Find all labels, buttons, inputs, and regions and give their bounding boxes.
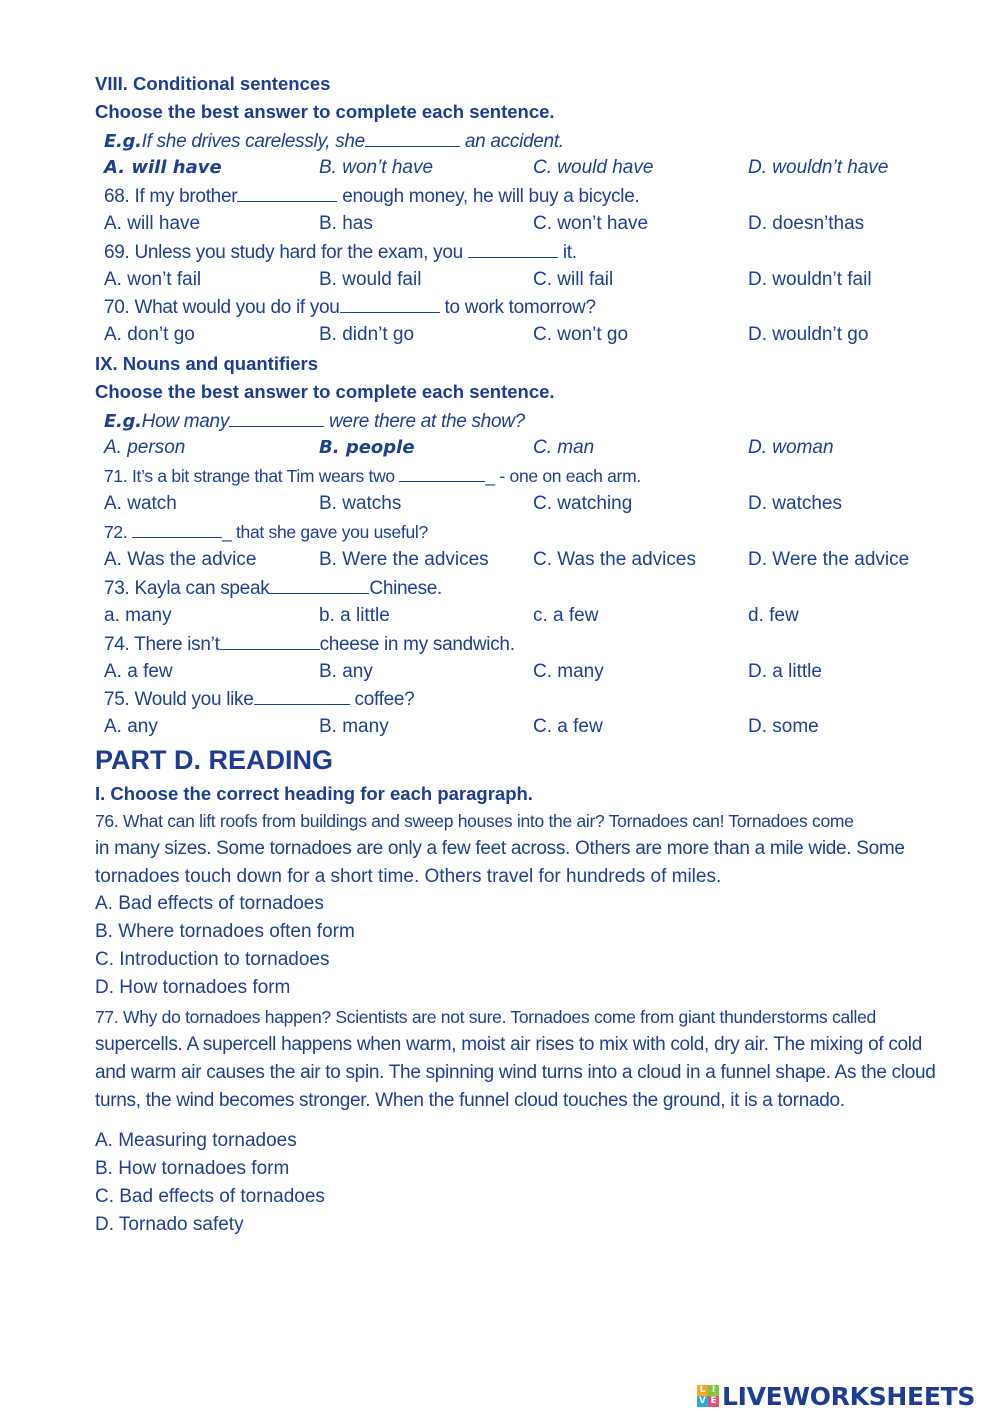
q68-option-a[interactable]: A. will have <box>104 213 201 234</box>
q70-option-a[interactable]: A. don’t go <box>104 324 195 345</box>
q74-option-b[interactable]: B. any <box>319 661 373 682</box>
q71-option-a[interactable]: A. watch <box>104 493 177 514</box>
q72-option-c[interactable]: C. Was the advices <box>533 549 696 570</box>
question-73: 73. Kayla can speak Chinese. <box>104 578 443 599</box>
paragraph-76-line: in many sizes. Some tornadoes are only a few feet across. Others are more than a mile wide. Some <box>95 838 905 859</box>
q77-option-d[interactable]: D. Tornado safety <box>95 1214 244 1235</box>
q72-option-d[interactable]: D. Were the advice <box>748 549 910 570</box>
q73-option-a[interactable]: a. many <box>104 605 172 626</box>
example-9-option-a[interactable]: A. person <box>104 437 186 458</box>
paragraph-76 <box>95 807 955 891</box>
example-9-option-d[interactable]: D. woman <box>748 437 834 458</box>
answer-blank[interactable] <box>237 185 337 202</box>
answer-blank[interactable] <box>468 241 558 258</box>
q69-option-a[interactable]: A. won’t fail <box>104 269 202 290</box>
example-label: E.g. <box>104 411 142 432</box>
q77-option-a[interactable]: A. Measuring tornadoes <box>95 1130 297 1151</box>
q70-option-c[interactable]: C. won’t go <box>533 324 629 345</box>
q76-option-c[interactable]: C. Introduction to tornadoes <box>95 949 330 970</box>
q77-option-c[interactable]: C. Bad effects of tornadoes <box>95 1186 325 1207</box>
q72-option-b[interactable]: B. Were the advices <box>319 549 489 570</box>
q76-option-d[interactable]: D. How tornadoes form <box>95 977 291 998</box>
section-9-title: IX. Nouns and quantifiers <box>95 353 319 374</box>
question-72: 72. _ that she gave you useful? <box>104 522 428 542</box>
answer-blank[interactable] <box>132 521 222 538</box>
example-9-option-b[interactable]: B. people <box>319 437 415 458</box>
q76-option-a[interactable]: A. Bad effects of tornadoes <box>95 893 324 914</box>
q68-option-b[interactable]: B. has <box>319 213 373 234</box>
q72-option-a[interactable]: A. Was the advice <box>104 549 257 570</box>
q73-option-b[interactable]: b. a little <box>319 605 390 626</box>
liveworksheets-logo <box>697 1381 975 1411</box>
question-71: 71. It’s a bit strange that Tim wears two _ - one on each arm. <box>104 466 641 486</box>
q73-option-d[interactable]: d. few <box>748 605 799 626</box>
q71-option-c[interactable]: C. watching <box>533 493 633 514</box>
question-68: 68. If my brother enough money, he will buy a bicycle. <box>104 186 640 207</box>
logo-letter: L <box>697 1385 708 1396</box>
part-d-instruction: I. Choose the correct heading for each paragraph. <box>95 783 533 804</box>
example-8-sentence: E.g.If she drives carelessly, she an accident. <box>104 131 564 152</box>
part-d-title: PART D. READING <box>95 745 334 775</box>
q75-option-b[interactable]: B. many <box>319 716 389 737</box>
q69-option-b[interactable]: B. would fail <box>319 269 422 290</box>
question-75: 75. Would you like coffee? <box>104 689 415 710</box>
example-8-option-d[interactable]: D. wouldn’t have <box>748 157 889 178</box>
q75-option-a[interactable]: A. any <box>104 716 158 737</box>
q74-option-a[interactable]: A. a few <box>104 661 173 682</box>
q70-option-d[interactable]: D. wouldn’t go <box>748 324 869 345</box>
question-74: 74. There isn’t cheese in my sandwich. <box>104 634 515 655</box>
paragraph-77-line: supercells. A supercell happens when warm, moist air rises to mix with cold, dry air. The mixing of cold <box>95 1034 922 1055</box>
answer-blank[interactable] <box>269 577 369 594</box>
q74-option-d[interactable]: D. a little <box>748 661 822 682</box>
q74-option-c[interactable]: C. many <box>533 661 604 682</box>
q75-option-c[interactable]: C. a few <box>533 716 603 737</box>
q76-option-b[interactable]: B. Where tornadoes often form <box>95 921 355 942</box>
question-70: 70. What would you do if you to work tomorrow? <box>104 297 596 318</box>
example-label: E.g. <box>104 131 142 152</box>
paragraph-77 <box>95 1003 955 1115</box>
paragraph-76-line: tornadoes touch down for a short time. Others travel for hundreds of miles. <box>95 866 722 887</box>
liveworksheets-logo-text: LIVEWORKSHEETS <box>722 1381 976 1411</box>
q77-option-b[interactable]: B. How tornadoes form <box>95 1158 290 1179</box>
section-8-title: VIII. Conditional sentences <box>95 73 331 94</box>
q68-option-d[interactable]: D. doesn’thas <box>748 213 865 234</box>
example-8-option-b[interactable]: B. won’t have <box>319 157 434 178</box>
answer-blank[interactable] <box>229 410 324 427</box>
q71-option-d[interactable]: D. watches <box>748 493 842 514</box>
paragraph-76-line: 76. What can lift roofs from buildings and sweep houses into the air? Tornadoes can! Tornadoes come <box>95 811 854 831</box>
q69-option-c[interactable]: C. will fail <box>533 269 614 290</box>
answer-blank[interactable] <box>365 130 460 147</box>
q69-option-d[interactable]: D. wouldn’t fail <box>748 269 872 290</box>
q68-option-c[interactable]: C. won’t have <box>533 213 649 234</box>
logo-letter: V <box>697 1396 708 1407</box>
q75-option-d[interactable]: D. some <box>748 716 819 737</box>
example-8-option-a[interactable]: A. will have <box>104 157 222 178</box>
liveworksheets-logo-icon <box>697 1385 719 1407</box>
answer-blank[interactable] <box>220 633 320 650</box>
section-8-instruction: Choose the best answer to complete each sentence. <box>95 101 555 122</box>
answer-blank[interactable] <box>254 688 350 705</box>
q73-option-c[interactable]: c. a few <box>533 605 599 626</box>
answer-blank[interactable] <box>340 296 440 313</box>
example-9-sentence: E.g.How many were there at the show? <box>104 411 525 432</box>
paragraph-77-line: 77. Why do tornadoes happen? Scientists are not sure. Tornadoes come from giant thunderstorms called <box>95 1007 876 1027</box>
paragraph-77-line: turns, the wind becomes stronger. When the funnel cloud touches the ground, it is a tornado. <box>95 1090 845 1111</box>
example-8-option-c[interactable]: C. would have <box>533 157 654 178</box>
q70-option-b[interactable]: B. didn’t go <box>319 324 415 345</box>
question-69: 69. Unless you study hard for the exam, you it. <box>104 242 577 263</box>
logo-letter: E <box>708 1396 719 1407</box>
q71-option-b[interactable]: B. watchs <box>319 493 402 514</box>
answer-blank[interactable] <box>399 465 485 482</box>
example-9-option-c[interactable]: C. man <box>533 437 595 458</box>
paragraph-77-line: and warm air causes the air to spin. The spinning wind turns into a cloud in a funnel shape. As the cloud <box>95 1062 936 1083</box>
logo-letter: I <box>708 1385 719 1396</box>
section-9-instruction: Choose the best answer to complete each sentence. <box>95 381 555 402</box>
